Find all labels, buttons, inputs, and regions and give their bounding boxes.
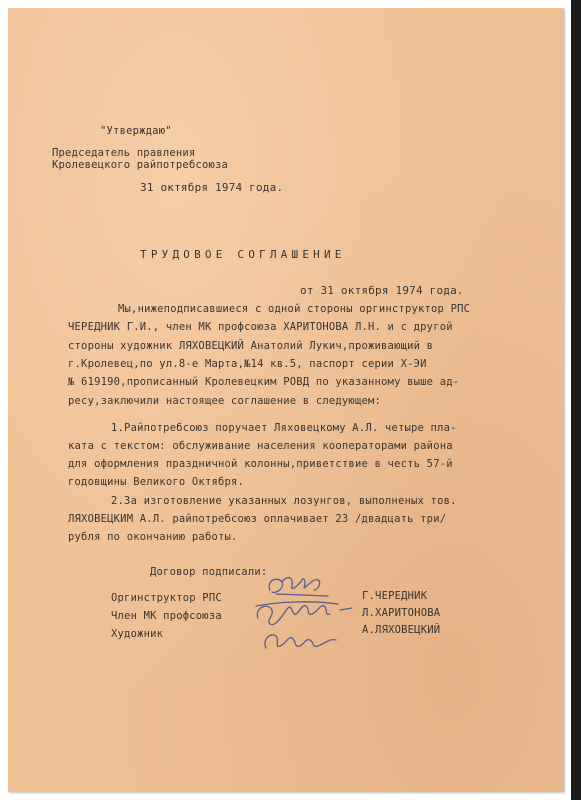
clause-1-line-2: ката с текстом: обслуживание населения кооператорами района [68,440,453,452]
signature-2-underline [256,602,338,606]
approver-position-line2: Кролевецкого райпотребсоюза [52,159,229,171]
approver-position-line1: Председатель правления [52,147,196,159]
signature-1-underline [276,594,328,596]
signatures-heading: Договор подписали: [150,566,268,578]
signer-role-2: Член МК профсоюза [111,610,222,622]
signer-role-3: Художник [111,628,164,640]
document-date: от 31 октября 1974 года. [300,284,464,297]
clause-2-line-3: рубля по окончанию работы. [68,531,238,543]
clause-2-line-1: 2.За изготовление указанных лозунгов, выполненых тов. [111,495,457,507]
body-line-2: ЧЕРЕДНИК Г.И., член МК профсоюза ХАРИТОНОВА Л.Н. и с другой [68,321,453,333]
body-line-5: № 619190,прописанный Кролевецким РОВД по указанному выше ад- [68,376,460,388]
signature-dash [340,608,352,610]
signature-2-stroke [257,606,330,625]
scan-edge [571,0,581,800]
signature-1-stroke [269,578,319,593]
body-line-1: Мы,нижеподписавшиеся с одной стороны оргинструктор РПС [118,303,471,315]
approval-date: 31 октября 1974 года. [140,181,284,194]
handwritten-signatures [248,568,360,656]
approval-stamp: "Утверждаю" [100,125,172,137]
body-line-6: ресу,заключили настоящее соглашение в следующем: [68,395,382,407]
clause-2-line-2: ЛЯХОВЕЦКИМ А.Л. райпотребсоюз оплачивает 23 /двадцать три/ [68,513,447,525]
signer-role-1: Оргинструктор РПС [111,592,222,604]
body-line-3: стороны художник ЛЯХОВЕЦКИЙ Анатолий Лукич,проживающий в [68,340,434,352]
signer-name-2: Л.ХАРИТОНОВА [362,607,441,619]
signature-3-stroke [265,635,336,648]
clause-1-line-4: годовщины Великого Октября. [68,476,245,488]
signer-name-3: А.ЛЯХОВЕЦКИЙ [362,624,441,636]
signer-name-1: Г.ЧЕРЕДНИК [362,590,428,602]
clause-1-line-1: 1.Райпотребсоюз поручает Ляховецкому А.Л. четыре пла- [111,422,457,434]
document-title: ТРУДОВОЕ СОГЛАШЕНИЕ [140,248,346,261]
body-line-4: г.Кролевец,по ул.8-е Марта,№14 кв.5, паспорт серии Х-ЭИ [68,358,427,370]
clause-1-line-3: для оформления праздничной колонны,приветствие в честь 57-й [68,458,453,470]
